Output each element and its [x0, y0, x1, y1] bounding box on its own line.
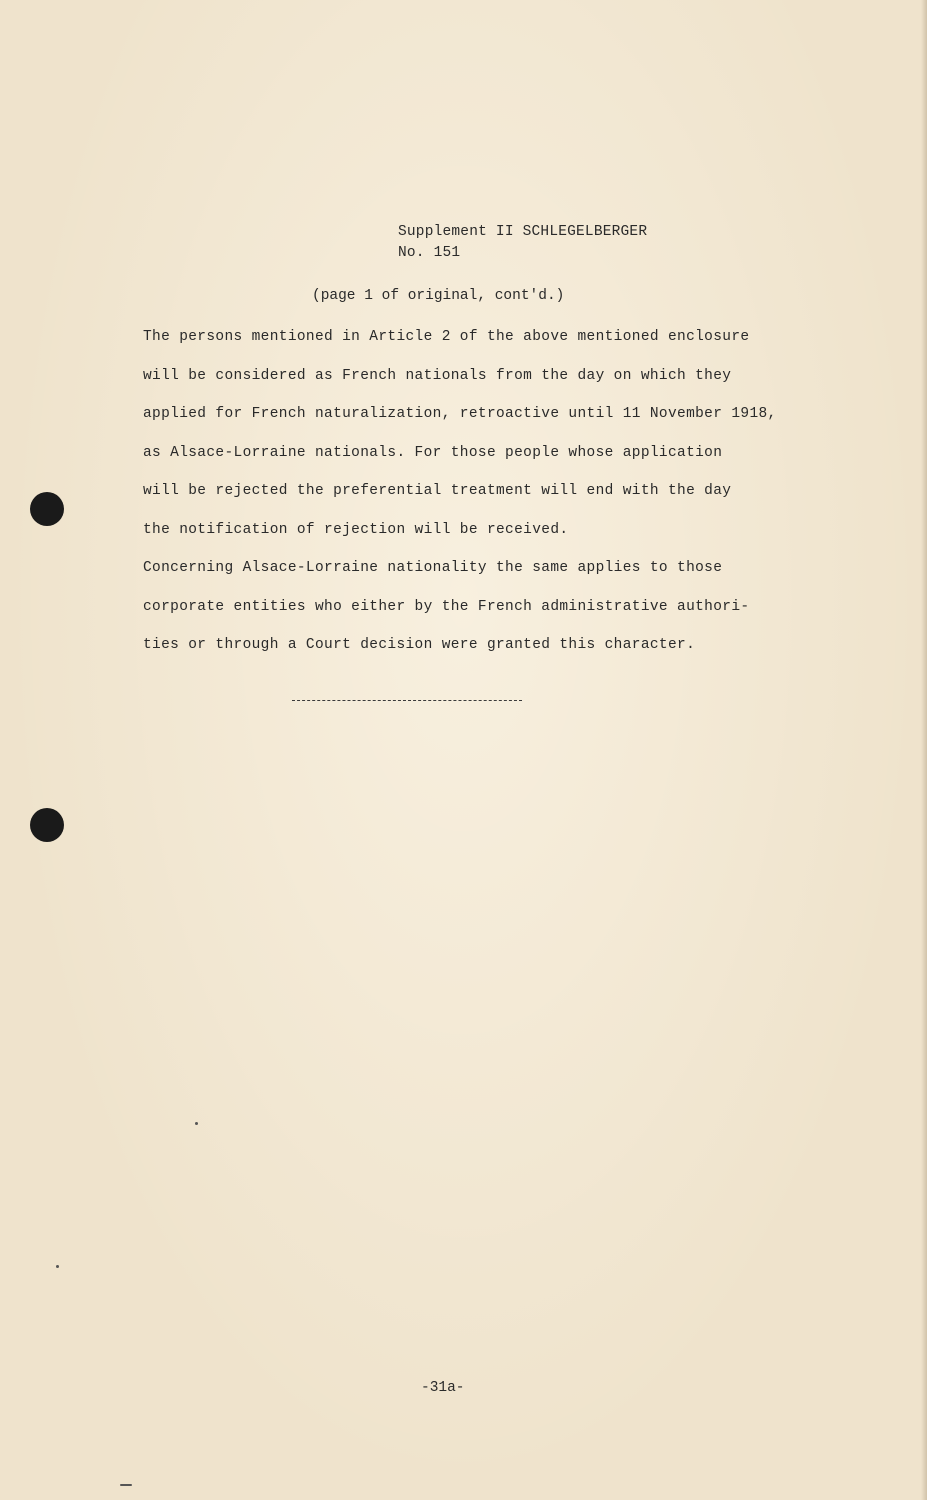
body-line: applied for French naturalization, retroactive until 11 November 1918, — [143, 406, 777, 422]
body-line: the notification of rejection will be received. — [143, 521, 569, 538]
paper-speck — [56, 1265, 59, 1268]
body-line: will be rejected the preferential treatment will end with the day — [143, 483, 732, 499]
paper-speck — [195, 1122, 198, 1125]
body-line: The persons mentioned in Article 2 of the above mentioned enclosure — [143, 329, 750, 345]
document-header — [398, 222, 647, 264]
body-line: as Alsace-Lorraine nationals. For those people whose application — [143, 444, 723, 461]
section-divider — [292, 700, 522, 701]
punch-hole-icon — [30, 808, 64, 842]
punch-hole-icon — [30, 492, 64, 526]
page-reference: (page 1 of original, cont'd.) — [312, 288, 565, 304]
body-line: ties or through a Court decision were granted this character. — [143, 637, 696, 653]
page-number: -31a- — [421, 1380, 465, 1396]
header-number: No. 151 — [398, 245, 461, 261]
body-text — [143, 327, 823, 674]
body-line: will be considered as French nationals from the day on which they — [143, 367, 732, 384]
paper-speck — [120, 1484, 132, 1486]
body-line: corporate entities who either by the French administrative authori- — [143, 598, 750, 615]
header-title: Supplement II SCHLEGELBERGER — [398, 224, 648, 240]
page-edge-shadow — [921, 0, 927, 1500]
body-line: Concerning Alsace-Lorraine nationality the same applies to those — [143, 560, 723, 576]
